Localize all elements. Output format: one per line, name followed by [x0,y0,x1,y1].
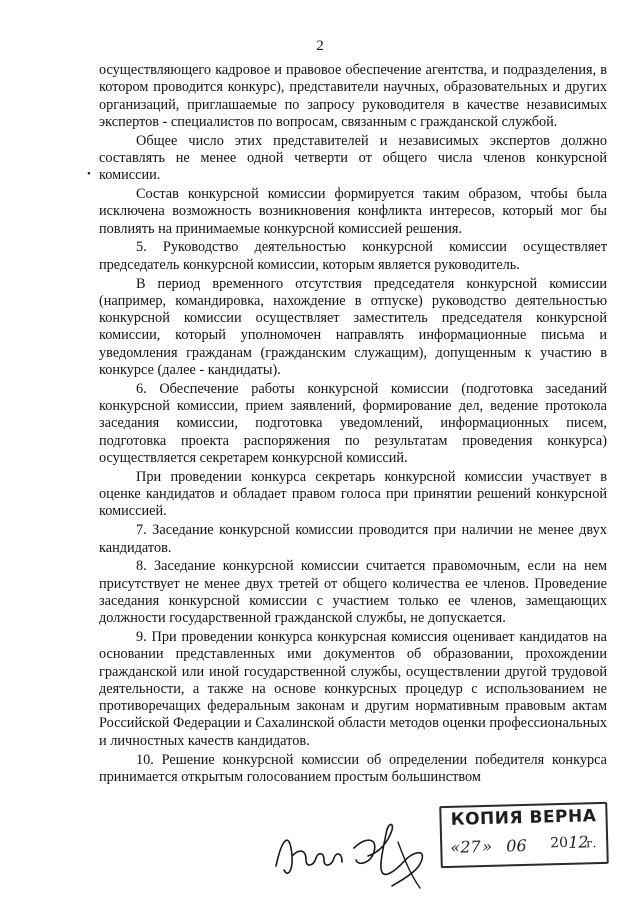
paragraph-10: 9. При проведении конкурса конкурсная комиссия оценивает кандидатов на основании представленных ими документов об образовании, прохождении гражданской или иной государственной службы, осуществлении другой трудовой деятельности, а также на основе конкурсных процедур с использованием не противоречащих федеральным законам и другим нормативным правовым актам Российской Федерации и Сахалинской области методов оценки профессиональных и личностных качеств кандидатов. [99,629,607,749]
stamp-date: « 27 » 06 20 12 г. [450,832,597,857]
page-number: 2 [316,38,324,54]
stamp-year-prefix: 20 [550,834,569,852]
paragraph-3: Состав конкурсной комиссии формируется таким образом, чтобы была исключена возможность возникновения конфликта интересов, который мог бы повлиять на принимаемые конкурсной комиссией решения. [99,186,607,237]
paragraph-2: Общее число этих представителей и независимых экспертов должно составлять не менее одной четверти от общего числа членов конкурсной комиссии. [99,132,607,184]
paragraph-8: 7. Заседание конкурсной комиссии проводится при наличии не менее двух кандидатов. [99,522,607,556]
stamp-title: КОПИЯ ВЕРНА [450,806,597,830]
stamp-day: 27 [460,837,481,857]
copy-certified-stamp [439,802,609,868]
paragraph-4: 5. Руководство деятельностью конкурсной комиссии осуществляет председатель конкурсной комиссии, которым является руководитель. [99,239,607,273]
paragraph-1: осуществляющего кадровое и правовое обеспечение агентства, и подразделения, в котором проводится конкурс), представители научных, образовательных и других организаций, приглашаемые по запросу руководителя в качестве независимых экспертов - специалистов по вопросам, связанным с гражданской службой. [99,62,607,130]
handwritten-signature [270,808,455,898]
paragraph-5: В период временного отсутствия председателя конкурсной комиссии (например, командировка, нахождение в отпуске) руководство деятельностью конкурсной комиссии осуществляет заместитель председателя конкурсной комиссии, который уполномочен направлять информационные письма и уведомления гражданам (гражданским служащим), допущенным к участию в конкурсе (далее - кандидаты). [99,275,607,379]
paragraph-11: 10. Решение конкурсной комиссии об определении победителя конкурса принимается открытым голосованием простым большинством [99,751,607,785]
margin-mark: • [87,168,91,180]
paragraph-6: 6. Обеспечение работы конкурсной комиссии (подготовка заседаний конкурсной комиссии, прием заявлений, формирование дел, ведение протокола заседания комиссии, подготовка уведомлений, информационных писем, подготовка проекта распоряжения по результатам проведения конкурса) осуществляется секретарем конкурсной комиссий. [99,380,607,467]
stamp-year-suffix: 12 [567,832,589,852]
stamp-month: 06 [506,835,527,856]
stamp-year-unit: г. [586,836,597,851]
paragraph-7: При проведении конкурса секретарь конкурсной комиссии участвует в оценке кандидатов и обладает правом голоса при принятии решений конкурсной комиссией. [99,468,607,520]
document-body [99,62,607,788]
paragraph-9: 8. Заседание конкурсной комиссии считается правомочным, если на нем присутствует не менее двух третей от общего количества ее членов. Проведение заседания конкурсной комиссии с участием только ее членов, замещающих должности государственной гражданской службы, не допускается. [99,558,607,627]
